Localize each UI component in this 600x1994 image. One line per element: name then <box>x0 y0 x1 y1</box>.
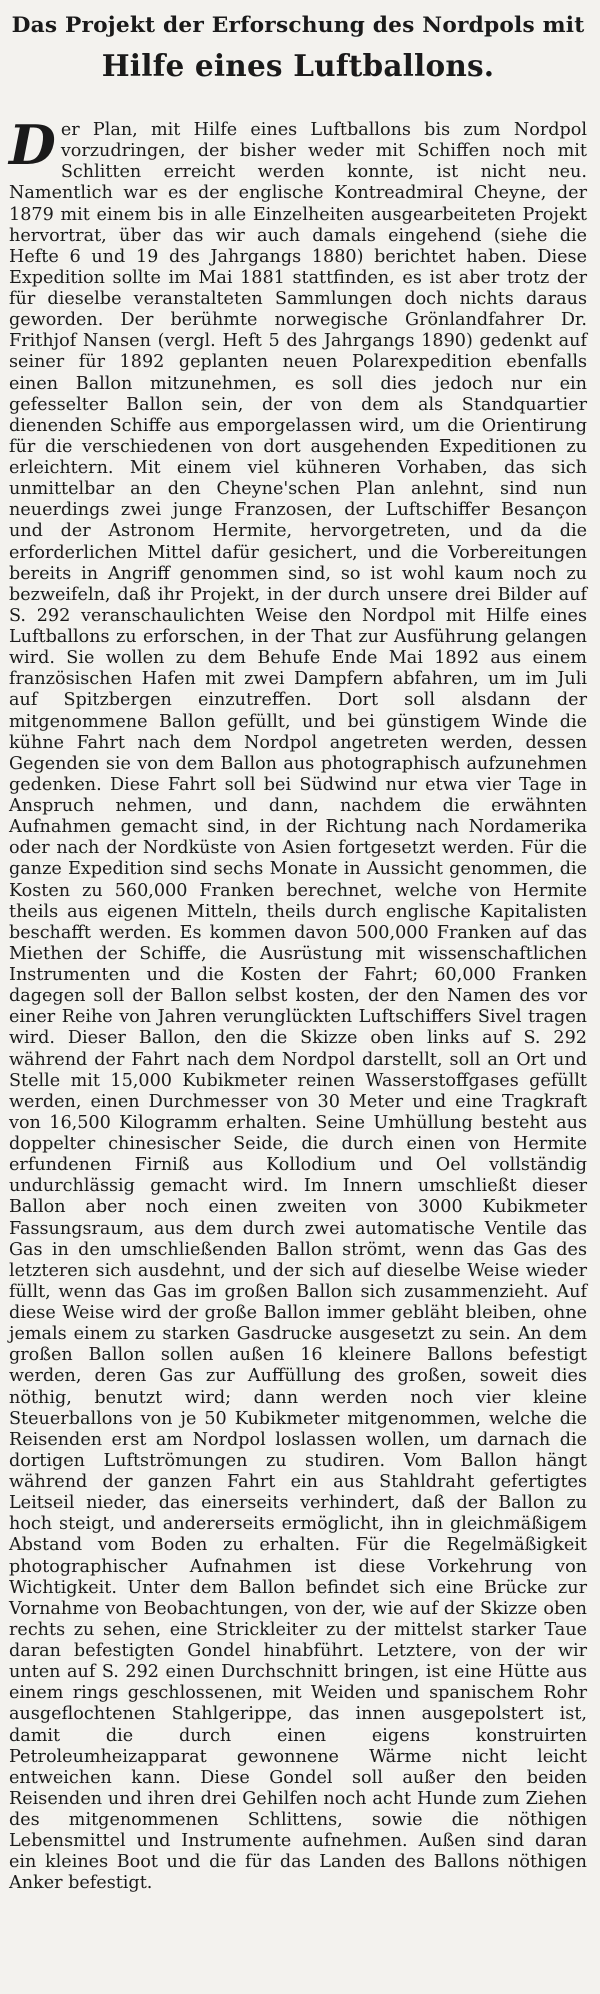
article-text: er Plan, mit Hilfe eines Luftballons bis zum Nordpol vorzudringen, der bisher weder mit Schiffen noch mit Schlitten erreicht werden konnte, ist nicht neu. Namentlich war es der englische Kontreadmiral Cheyne, der 1879 mit einem bis in alle Einzelheiten ausgearbeiteten Projekt hervortrat, über das wir auch damals eingehend (siehe die Hefte 6 und 19 des Jahrgangs 1880) berichtet haben. Diese Expedition sollte im Mai 1881 stattfinden, es ist aber trotz der für dieselbe veranstalteten Sammlungen doch nichts daraus geworden. Der berühmte norwegische Grönlandfahrer Dr. Frithjof Nansen (vergl. Heft 5 des Jahrgangs 1890) gedenkt auf seiner für 1892 geplanten neuen Polarexpedition ebenfalls einen Ballon mitzunehmen, es soll dies jedoch nur ein gefesselter Ballon sein, der von dem als Standquartier dienenden Schiffe aus emporgelassen wird, um die Orientirung für die verschiedenen von dort ausgehenden Expeditionen zu erleichtern. Mit einem viel kühneren Vorhaben, das sich unmittelbar an den Cheyne'schen Plan anlehnt, sind nun neuerdings zwei junge Franzosen, der Luftschiffer Besançon und der Astronom Hermite, hervorgetreten, und da die erforderlichen Mittel dafür gesichert, und die Vorbereitungen bereits in Angriff genommen sind, so ist wohl kaum noch zu bezweifeln, daß ihr Projekt, in der durch unsere drei Bilder auf S. 292 veranschaulichten Weise den Nordpol mit Hilfe eines Luftballons zu erforschen, in der That zur Ausführung gelangen wird. Sie wollen zu dem Behufe Ende Mai 1892 aus einem französischen Hafen mit zwei Dampfern abfahren, um im Juli auf Spitzbergen einzutreffen. Dort soll alsdann der mitgenommene Ballon gefüllt, und bei günstigem Winde die kühne Fahrt nach dem Nordpol angetreten werden, dessen Gegenden sie von dem Ballon aus photographisch aufzunehmen gedenken. Diese Fahrt soll bei Südwind nur etwa vier Tage in Anspruch nehmen, und dann, nachdem die erwähnten Aufnahmen gemacht sind, in der Richtung nach Nordamerika oder nach der Nordküste von Asien fortgesetzt werden. Für die ganze Expedition sind sechs Monate in Aussicht genommen, die Kosten zu 560,000 Franken berechnet, welche von Hermite theils aus eigenen Mitteln, theils durch englische Kapitalisten beschafft werden. Es kommen davon 500,000 Franken auf das Miethen der Schiffe, die Ausrüstung mit wissenschaftlichen Instrumenten und die Kosten der Fahrt; 60,000 Franken dagegen soll der Ballon selbst kosten, der den Namen des vor einer Reihe von Jahren verunglückten Luftschiffers Sivel tragen wird. Dieser Ballon, den die Skizze oben links auf S. 292 während der Fahrt nach dem Nordpol darstellt, soll an Ort und Stelle mit 15,000 Kubikmeter reinen Wasserstoffgases gefüllt werden, einen Durchmesser von 30 Meter und eine Tragkraft von 16,500 Kilogramm erhalten. Seine Umhüllung besteht aus doppelter chinesischer Seide, die durch einen von Hermite erfundenen Firniß aus Kollodium und Oel vollständig undurchlässig gemacht wird. Im Innern umschließt dieser Ballon aber noch einen zweiten von 3000 Kubikmeter Fassungsraum, aus dem durch zwei automatische Ventile das Gas in den umschließenden Ballon strömt, wenn das Gas des letzteren sich ausdehnt, und der sich auf dieselbe Weise wieder füllt, wenn das Gas im großen Ballon sich zusammenzieht. Auf diese Weise wird der große Ballon immer gebläht bleiben, ohne jemals einem zu starken Gasdrucke ausgesetzt zu sein. An dem großen Ballon sollen außen 16 kleinere Ballons befestigt werden, deren Gas zur Auffüllung des großen, soweit dies nöthig, benutzt wird; dann werden noch vier kleine Steuerballons von je 50 Kubikmeter mitgenommen, welche die Reisenden erst am Nordpol loslassen wollen, um darnach die dortigen Luftströmungen zu studiren. Vom Ballon hängt während der ganzen Fahrt ein aus Stahldraht gefertigtes Leitseil nieder, das einerseits verhindert, daß der Ballon zu hoch steigt, und andererseits ermöglicht, ihn in gleichmäßigem Abstand vom Boden zu erhalten. Für die Regelmäßigkeit photographischer Aufnahmen ist diese Vorkehrung von Wichtigkeit. Unter dem Ballon befindet sich eine Brücke zur Vornahme von Beobachtungen, von der, wie auf der Skizze oben rechts zu sehen, eine Strickleiter zu der mittelst starker Taue daran befestigten Gondel hinabführt. Letztere, von der wir unten auf S. 292 einen Durchschnitt bringen, ist eine Hütte aus einem rings geschlossenen, mit Weiden und spanischem Rohr ausgeflochtenen Stahlgerippe, das innen ausgepolstert ist, damit die durch einen eigens konstruirten Petroleumheizapparat gewonnene Wärme nicht leicht entweichen kann. Diese Gondel soll außer den beiden Reisenden und ihren drei Gehilfen noch acht Hunde zum Ziehen des mitgenommenen Schlittens, sowie die nöthigen Lebensmittel und Instrumente aufnehmen. Außen sind daran ein kleines Boot und die für das Landen des Ballons nöthigen Anker befestigt. <box>9 120 587 1894</box>
article-title <box>9 6 587 86</box>
title-line-1: Das Projekt der Erforschung des Nordpols mit <box>11 13 585 38</box>
drop-cap: D <box>9 113 56 177</box>
article-paragraph <box>9 113 587 1895</box>
title-line-2: Hilfe eines Luftballons. <box>101 48 495 83</box>
article-body <box>9 113 587 1895</box>
